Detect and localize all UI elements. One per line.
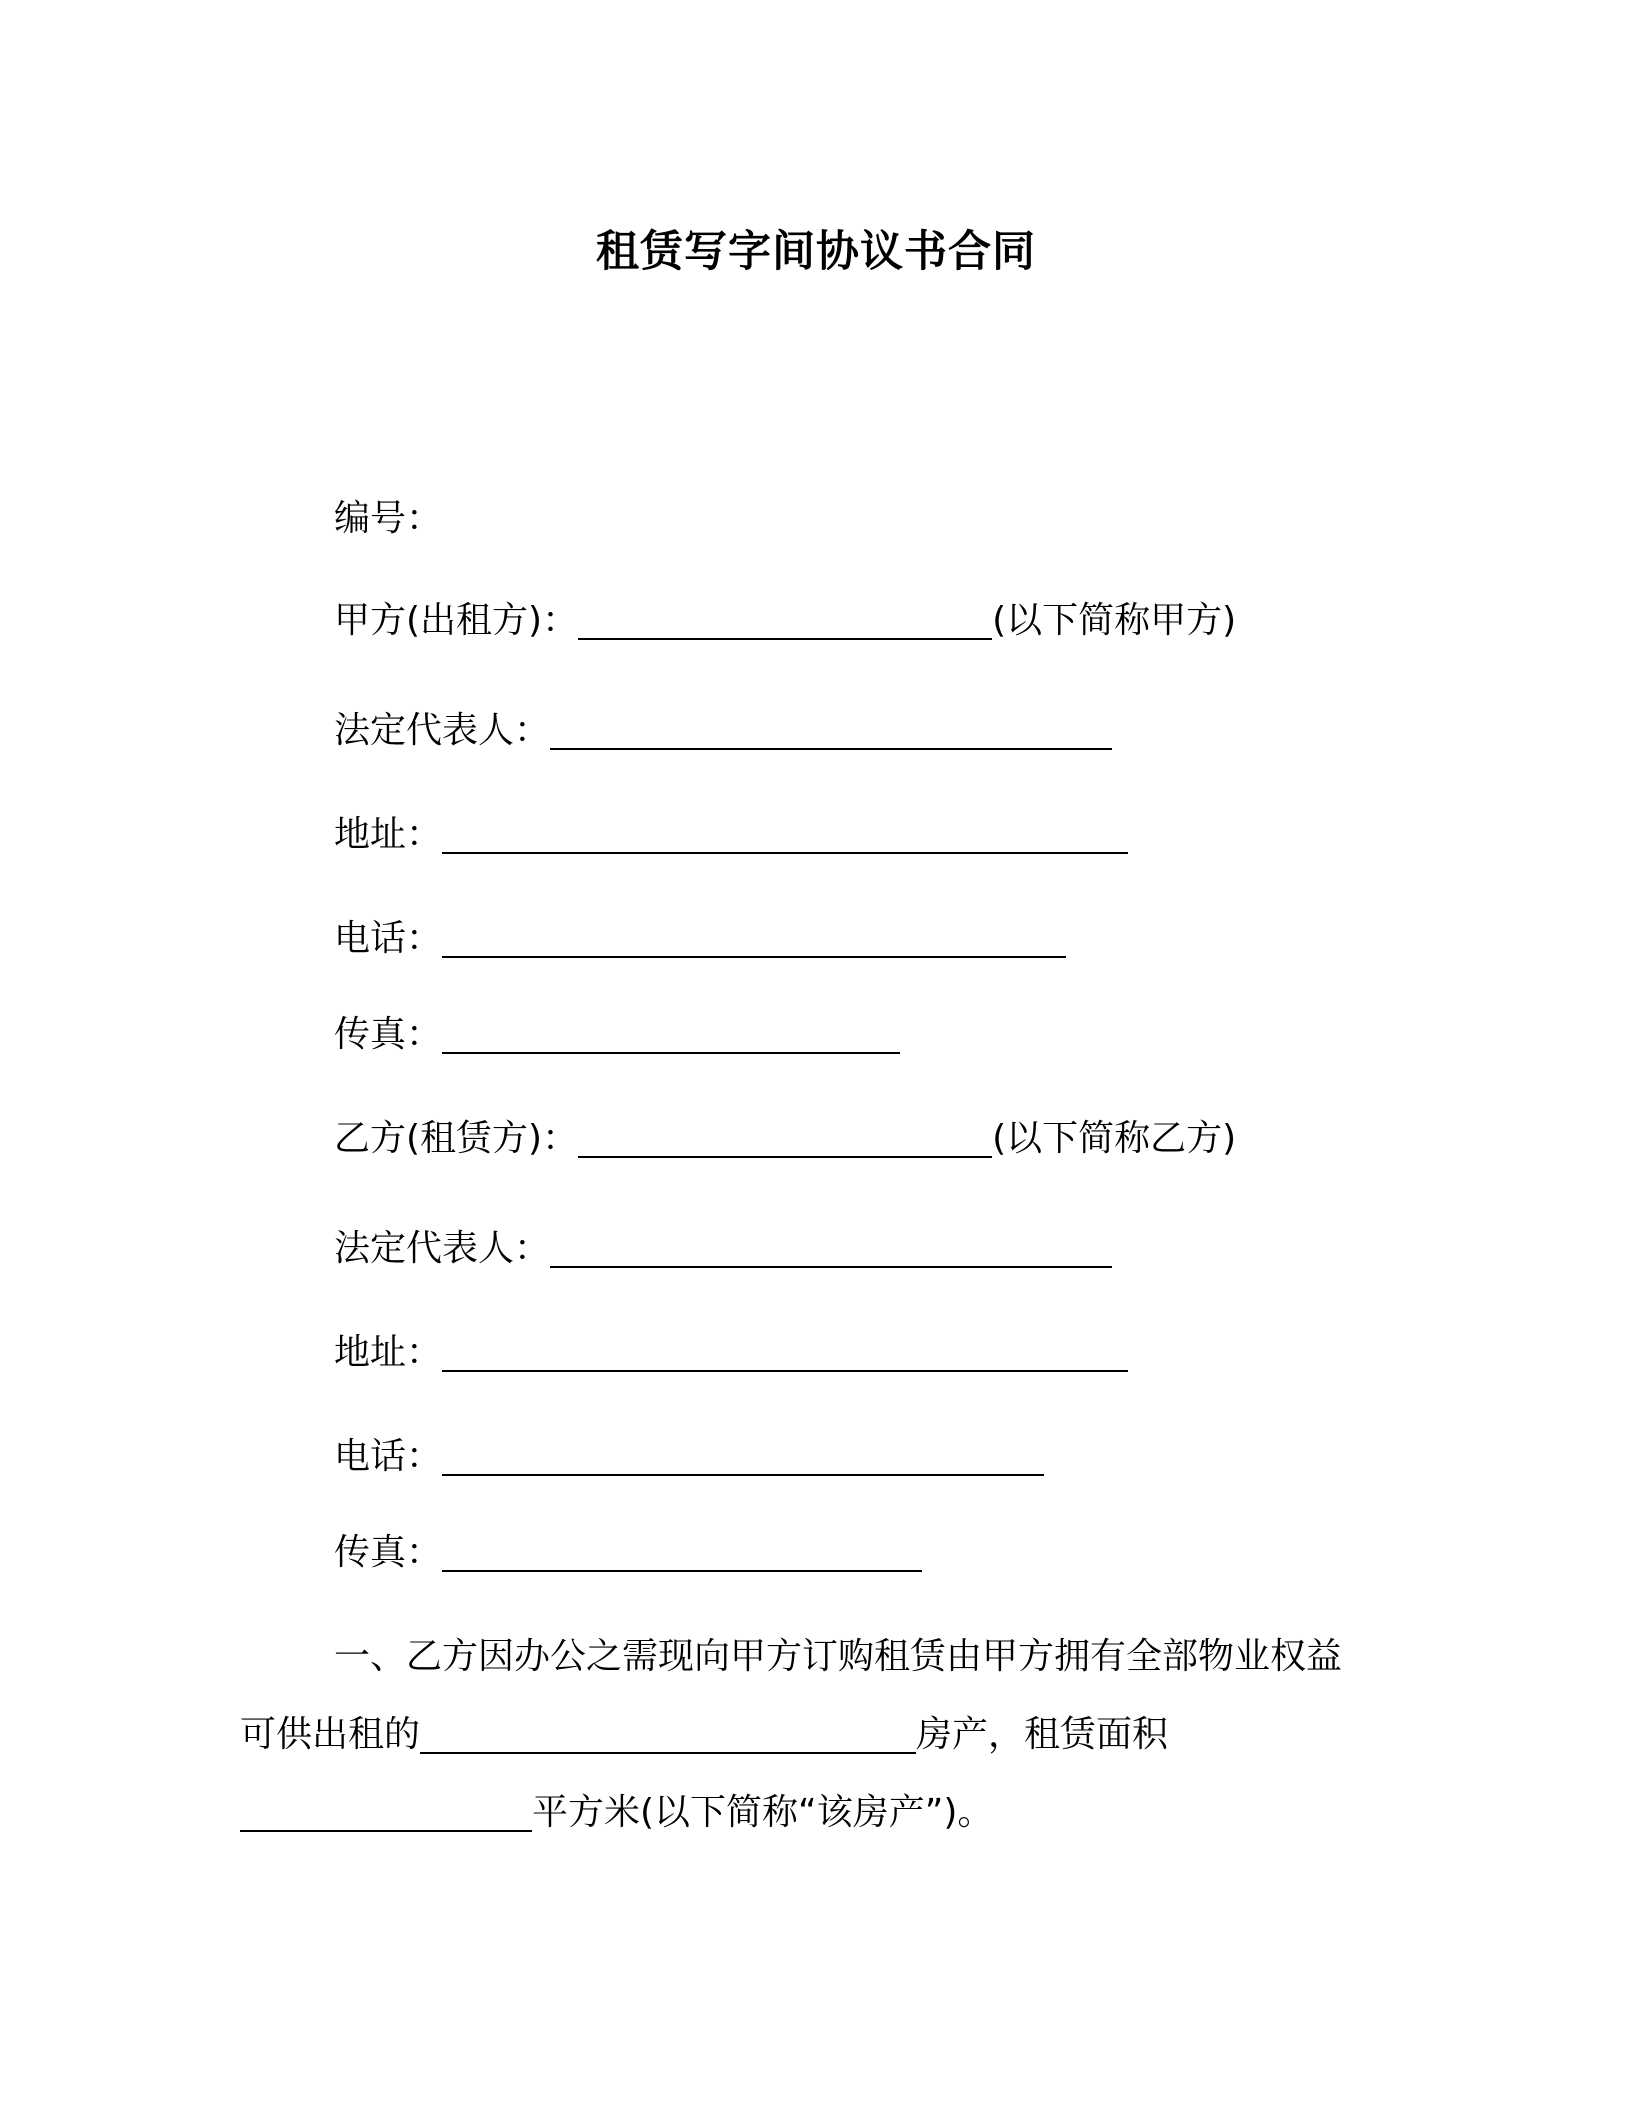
- party-b-name-blank[interactable]: [578, 1122, 992, 1158]
- party-a-phone-label: 电话：: [334, 918, 443, 959]
- party-b-rep-blank[interactable]: [550, 1232, 1112, 1268]
- clause-1-line-1: [334, 1632, 1342, 1682]
- party-b-address-blank[interactable]: [442, 1336, 1128, 1372]
- party-b-fax-blank[interactable]: [442, 1536, 922, 1572]
- party-a-fax-label: 传真：: [334, 1014, 443, 1055]
- party-a-name-blank[interactable]: [578, 604, 992, 640]
- party-b-phone-row: [334, 1432, 1044, 1482]
- party-a-label: 甲方(出租方)：: [334, 600, 579, 641]
- party-b-row: [334, 1114, 1236, 1164]
- clause-1-text-2-prefix: 可供出租的: [240, 1714, 421, 1755]
- party-a-rep-row: [334, 706, 1112, 756]
- party-a-fax-blank[interactable]: [442, 1018, 900, 1054]
- party-a-suffix: (以下简称甲方): [992, 600, 1237, 641]
- party-b-phone-label: 电话：: [334, 1436, 443, 1477]
- party-a-address-label: 地址：: [334, 814, 443, 855]
- party-b-fax-row: [334, 1528, 922, 1578]
- serial-number-row: [334, 494, 442, 544]
- party-a-phone-blank[interactable]: [442, 922, 1066, 958]
- clause-1-line-2: [240, 1710, 1168, 1760]
- party-b-suffix: (以下简称乙方): [992, 1118, 1237, 1159]
- party-a-fax-row: [334, 1010, 900, 1060]
- party-b-phone-blank[interactable]: [442, 1440, 1044, 1476]
- party-a-address-row: [334, 810, 1128, 860]
- serial-number-label: 编号：: [334, 498, 443, 539]
- clause-1-text-2-suffix: 房产，租赁面积: [916, 1714, 1169, 1755]
- clause-1-line-3: [240, 1788, 993, 1838]
- party-a-phone-row: [334, 914, 1066, 964]
- party-b-fax-label: 传真：: [334, 1532, 443, 1573]
- document-title: 租赁写字间协议书合同: [596, 227, 1036, 277]
- party-b-rep-row: [334, 1224, 1112, 1274]
- party-a-rep-label: 法定代表人：: [334, 710, 551, 751]
- clause-1-text-3-suffix: 平方米(以下简称“该房产”)。: [532, 1792, 994, 1833]
- party-a-address-blank[interactable]: [442, 818, 1128, 854]
- party-b-label: 乙方(租赁方)：: [334, 1118, 579, 1159]
- party-b-address-row: [334, 1328, 1128, 1378]
- party-a-row: [334, 596, 1236, 646]
- area-blank[interactable]: [240, 1796, 532, 1832]
- clause-1-text-1: 一、乙方因办公之需现向甲方订购租赁由甲方拥有全部物业权益: [334, 1636, 1343, 1677]
- party-b-rep-label: 法定代表人：: [334, 1228, 551, 1269]
- party-a-rep-blank[interactable]: [550, 714, 1112, 750]
- party-b-address-label: 地址：: [334, 1332, 443, 1373]
- property-blank[interactable]: [420, 1718, 916, 1754]
